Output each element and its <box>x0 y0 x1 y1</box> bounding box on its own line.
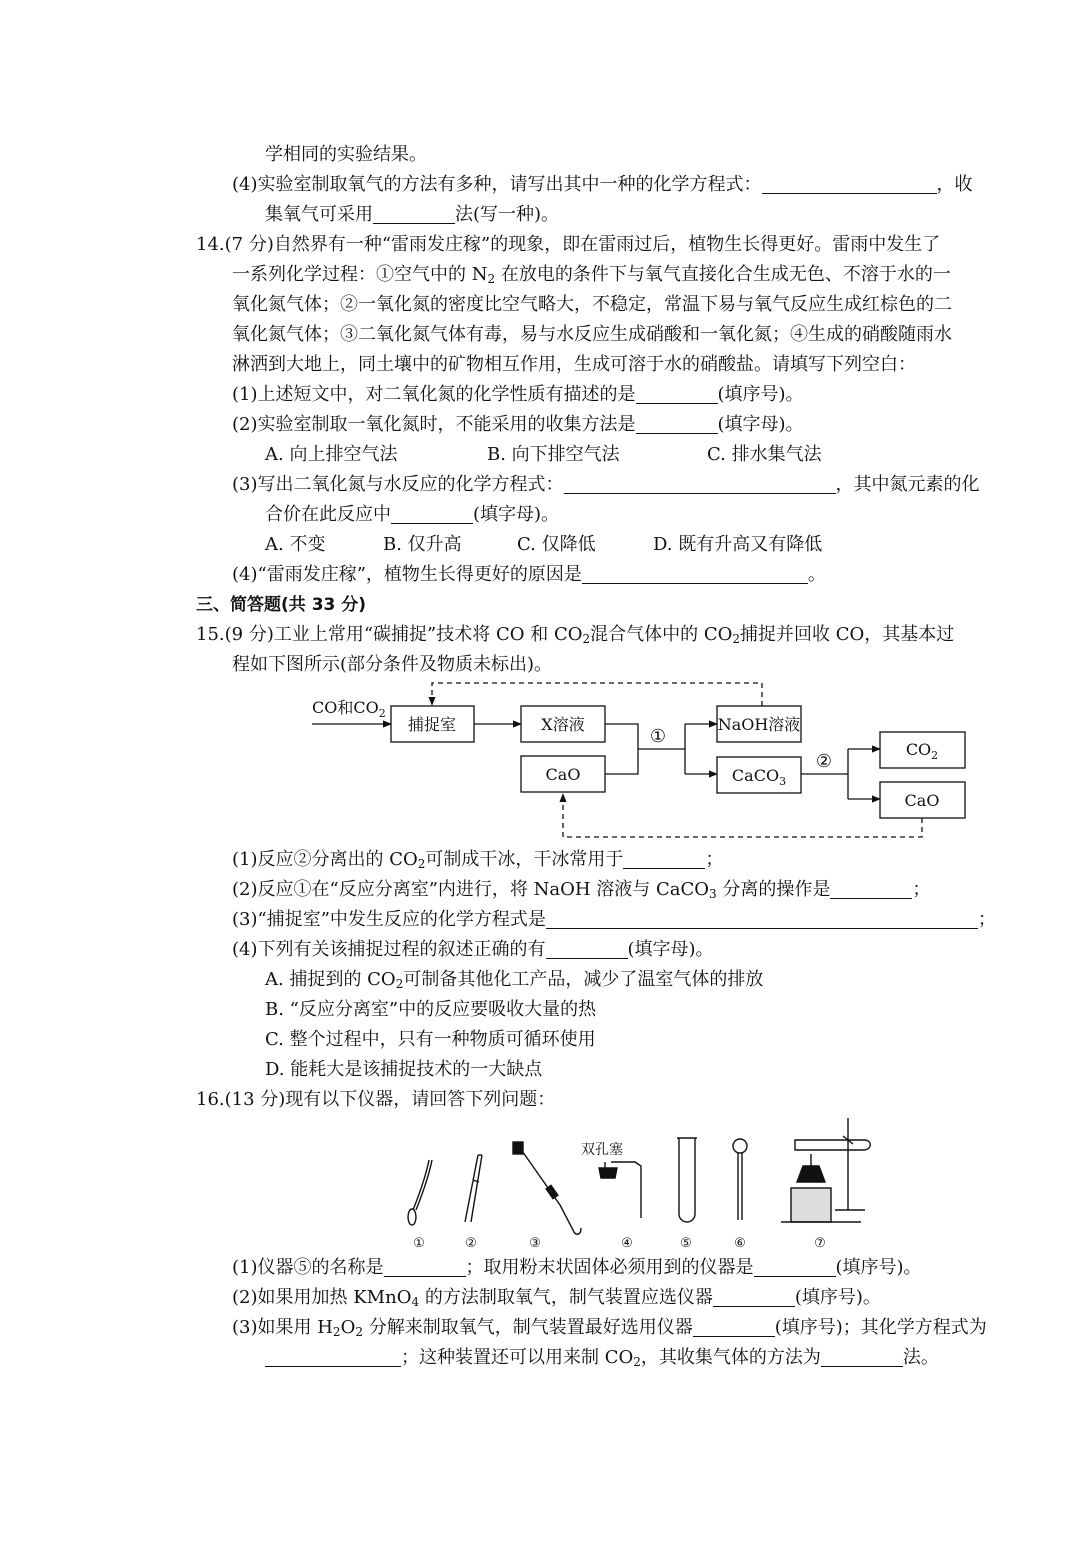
q14-p3-hint: (填字母)。 <box>473 504 560 525</box>
q14-stem: (7 分)自然界有一种“雷雨发庄稼”的现象，即在雷雨过后，植物生长得更好。雷雨中发生了 <box>224 234 941 255</box>
instrument-label-6: ⑥ <box>734 1236 746 1251</box>
answer-blank[interactable] <box>636 383 718 404</box>
q15-p1-text2: 可制成干冰，干冰常用于 <box>425 849 624 870</box>
stopper-label: 双孔塞 <box>581 1142 623 1158</box>
subscript: 2 <box>332 1325 341 1339</box>
carbon-capture-flow-diagram <box>300 675 980 845</box>
option-a-text: A. 捕捉到的 CO <box>265 969 396 990</box>
q14-p4-text: (4)“雷雨发庄稼”，植物生长得更好的原因是 <box>232 564 582 585</box>
subscript: 2 <box>417 857 426 871</box>
q16-p3-text: 分解来制取氧气，制气装置最好选用仪器 <box>362 1317 693 1338</box>
q16-p2-text2: 的方法制取氧气，制气装置应选仪器 <box>419 1287 713 1308</box>
question-number: 14. <box>196 234 225 255</box>
q15-stem: (9 分)工业上常用“碳捕捉”技术将 CO 和 CO <box>224 624 583 645</box>
answer-blank[interactable] <box>564 473 836 494</box>
option-a[interactable]: A. 不变 <box>265 534 326 555</box>
q16-stem: (13 分)现有以下仪器，请回答下列问题： <box>224 1089 556 1110</box>
q14-line1 <box>196 230 940 260</box>
cao-left-label: CaO <box>545 765 581 784</box>
subscript: 2 <box>633 1355 641 1369</box>
dropper-icon <box>733 1139 747 1220</box>
answer-blank[interactable] <box>830 878 912 899</box>
q15-p4-text: (4)下列有关该捕捉过程的叙述正确的有 <box>232 939 546 960</box>
instrument-label-1: ① <box>413 1236 425 1251</box>
input-label: CO和$CO_2$ <box>312 698 386 720</box>
option-a[interactable] <box>265 965 763 995</box>
option-a-text2: 可制备其他化工产品，减少了温室气体的排放 <box>403 969 764 990</box>
q14-line2 <box>232 260 951 290</box>
answer-blank[interactable] <box>373 203 455 224</box>
subscript: 2 <box>732 632 741 646</box>
x-solution-label: X溶液 <box>541 715 585 734</box>
q15-p3-text: (3)“捕捉室”中发生反应的化学方程式是 <box>232 909 546 930</box>
answer-blank[interactable] <box>391 503 473 524</box>
q15-line2: 程如下图所示(部分条件及物质未标出)。 <box>232 654 553 675</box>
punctuation: ； <box>705 849 724 870</box>
q16-p3-text: (填序号)；其化学方程式为 <box>774 1317 987 1338</box>
q13-p4-text4: 法(写一种)。 <box>455 204 560 225</box>
q14-p3-text: (3)写出二氧化氮与水反应的化学方程式： <box>232 474 564 495</box>
answer-blank[interactable] <box>384 1256 466 1277</box>
q16-p2-hint: (填序号)。 <box>794 1287 881 1308</box>
q14-line4: 氧化氮气体；③二氧化氮气体有毒，易与水反应生成硝酸和一氧化氮；④生成的硝酸随雨水 <box>232 324 952 345</box>
q15-part3 <box>232 905 996 935</box>
q13-p4-text3: 集氧气可采用 <box>265 204 373 225</box>
naoh-label: NaOH溶液 <box>717 715 801 734</box>
option-c[interactable]: C. 排水集气法 <box>707 444 822 465</box>
q16-p3-text: ；这种装置还可以用来制 CO <box>401 1347 634 1368</box>
q15-p2-text2: 分离的操作是 <box>716 879 831 900</box>
q14-p3-text3: 合价在此反应中 <box>265 504 391 525</box>
answer-blank[interactable] <box>693 1316 775 1337</box>
lab-instruments-figure <box>395 1110 895 1255</box>
q14-line5: 淋洒到大地上，同土壤中的矿物相互作用，生成可溶于水的硝酸盐。请填写下列空白： <box>232 354 916 375</box>
q16-p2-text: (2)如果用加热 KMnO <box>232 1287 412 1308</box>
q16-part1 <box>232 1253 922 1283</box>
q14-p1-hint: (填序号)。 <box>717 384 804 405</box>
option-a[interactable]: A. 向上排空气法 <box>265 444 398 465</box>
q14-p2-hint: (填字母)。 <box>717 414 804 435</box>
q16-p3-text: 法。 <box>902 1347 939 1368</box>
question-number: 15. <box>196 624 225 645</box>
option-d[interactable]: D. 既有升高又有降低 <box>653 534 823 555</box>
q16-p1-text2: ；取用粉末状固体必须用到的仪器是 <box>465 1257 754 1278</box>
q14-p2-text: (2)实验室制取一氧化氮时，不能采用的收集方法是 <box>232 414 636 435</box>
q14-stem: 在放电的条件下与氧气直接化合生成无色、不溶于水的一 <box>495 264 951 285</box>
q14-part3-options <box>265 530 822 560</box>
capture-room-label: 捕捉室 <box>407 715 457 734</box>
medicine-spoon-icon <box>408 1160 432 1225</box>
caco3-label: CaCO$_3$ <box>731 766 787 788</box>
q13-part4-line2 <box>265 200 559 230</box>
subscript: 2 <box>355 1325 363 1339</box>
subscript: 2 <box>487 272 496 286</box>
instrument-label-5: ⑤ <box>680 1236 692 1251</box>
subscript: 4 <box>411 1295 420 1309</box>
q16-part2 <box>232 1283 881 1313</box>
section-heading: 三、简答题(共 33 分) <box>196 595 367 615</box>
subscript: 2 <box>582 632 591 646</box>
q14-part2-options <box>265 440 822 470</box>
instrument-label-3: ③ <box>529 1236 541 1251</box>
q15-stem: 混合气体中的 CO <box>590 624 733 645</box>
subscript: 3 <box>709 887 717 901</box>
option-b[interactable]: B. 向下排空气法 <box>487 444 620 465</box>
option-c[interactable]: C. 仅降低 <box>517 534 596 555</box>
cao-right-label: CaO <box>904 791 940 810</box>
q14-p4-text2: 。 <box>807 564 826 585</box>
glass-tube-icon <box>513 1142 581 1234</box>
q15-part4 <box>232 935 714 965</box>
q15-p2-text: (2)反应①在“反应分离室”内进行，将 NaOH 溶液与 CaCO <box>232 879 710 900</box>
test-tube-icon <box>677 1138 697 1222</box>
answer-blank[interactable] <box>762 173 937 194</box>
q16-p3-text: (3)如果用 H <box>232 1317 333 1338</box>
q15-p4-hint: (填字母)。 <box>627 939 714 960</box>
q14-part1 <box>232 380 804 410</box>
tongs-icon <box>465 1155 482 1222</box>
step1-label: ① <box>649 726 667 747</box>
step2-label: ② <box>815 751 833 772</box>
question-number: 16. <box>196 1089 225 1110</box>
q14-part3-line1 <box>232 470 980 500</box>
q13-tail: 学相同的实验结果。 <box>265 144 427 165</box>
q14-p1-text: (1)上述短文中，对二氧化氮的化学性质有描述的是 <box>232 384 636 405</box>
answer-blank[interactable] <box>821 1346 903 1367</box>
answer-blank[interactable] <box>546 908 978 929</box>
answer-blank[interactable] <box>754 1256 836 1277</box>
q13-part4-line1 <box>232 170 973 200</box>
instrument-label-4: ④ <box>621 1236 633 1251</box>
two-hole-stopper-icon <box>599 1162 641 1218</box>
q16-p3-text: ，其收集气体的方法为 <box>640 1347 821 1368</box>
punctuation: ； <box>912 879 931 900</box>
q16-part3-line1 <box>232 1313 987 1343</box>
q14-part3-line2 <box>265 500 559 530</box>
q14-line3: 氧化氮气体；②一氧化氮的密度比空气略大，不稳定，常温下易与氧气反应生成红棕色的二 <box>232 294 952 315</box>
q15-line1 <box>196 620 954 650</box>
answer-blank[interactable] <box>623 848 705 869</box>
instrument-label-2: ② <box>465 1236 477 1251</box>
q13-p4-text: (4)实验室制取氧气的方法有多种，请写出其中一种的化学方程式： <box>232 174 762 195</box>
punctuation: ； <box>977 909 996 930</box>
answer-blank[interactable] <box>636 413 718 434</box>
co2-label: $CO_2$ <box>905 740 939 762</box>
iron-stand-icon <box>781 1118 870 1222</box>
q16-p1-hint: (填序号)。 <box>835 1257 922 1278</box>
q16-p1-text: (1)仪器⑤的名称是 <box>232 1257 384 1278</box>
option-b[interactable]: B. 仅升高 <box>383 534 462 555</box>
q14-part4 <box>232 560 826 590</box>
q15-part2 <box>232 875 930 905</box>
answer-blank[interactable] <box>582 563 808 584</box>
q14-p3-text2: ，其中氮元素的化 <box>835 474 980 495</box>
subscript: 2 <box>395 977 404 991</box>
q16-p3-text: O <box>340 1317 356 1338</box>
q15-stem: 捕捉并回收 CO，其基本过 <box>740 624 955 645</box>
answer-blank[interactable] <box>546 938 628 959</box>
answer-blank[interactable] <box>265 1346 401 1367</box>
option-d[interactable]: D. 能耗大是该捕捉技术的一大缺点 <box>265 1059 543 1080</box>
option-c[interactable]: C. 整个过程中，只有一种物质可循环使用 <box>265 1029 596 1050</box>
option-b[interactable]: B. “反应分离室”中的反应要吸收大量的热 <box>265 999 597 1020</box>
q15-part1 <box>232 845 723 875</box>
answer-blank[interactable] <box>713 1286 795 1307</box>
instrument-label-7: ⑦ <box>814 1236 826 1251</box>
q14-stem: 一系列化学过程：①空气中的 N <box>232 264 488 285</box>
q13-p4-text2: ，收 <box>936 174 973 195</box>
q15-p1-text: (1)反应②分离出的 CO <box>232 849 418 870</box>
q16-part3-line2 <box>265 1343 939 1373</box>
q14-part2 <box>232 410 804 440</box>
